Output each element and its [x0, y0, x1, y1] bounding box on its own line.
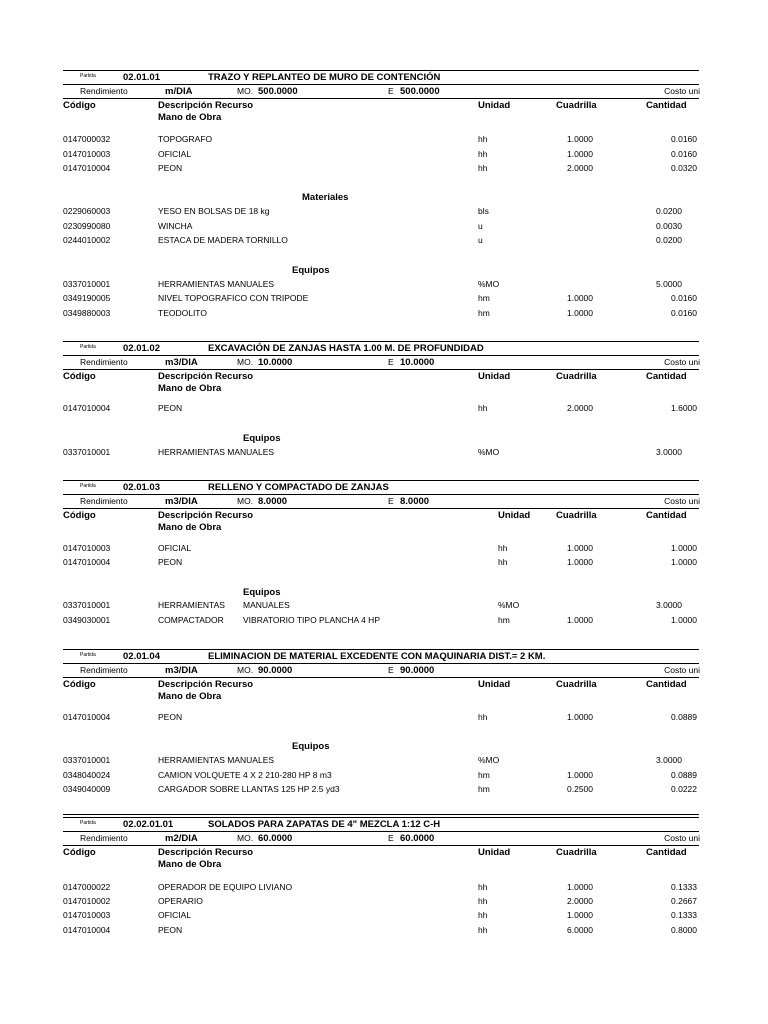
resource-description: TOPOGRAFO [158, 134, 213, 144]
eq-value: 8.0000 [400, 496, 430, 507]
resource-unit: bls [478, 206, 489, 216]
resource-description: TEODOLITO [158, 308, 207, 318]
resource-cantidad: 0.0160 [671, 149, 697, 159]
resource-description: HERRAMIENTAS MANUALES [158, 279, 275, 289]
eq-prefix: E [388, 86, 394, 96]
col-codigo: Código [63, 371, 96, 382]
resource-description: PEON [158, 163, 183, 173]
header-rule [63, 369, 699, 370]
resource-cantidad: 0.0889 [671, 712, 697, 722]
resource-description: PEON [158, 925, 183, 935]
resource-description: OPERARIO [158, 896, 203, 906]
resource-unit: hm [478, 308, 490, 318]
resource-cantidad: 0.0200 [656, 206, 682, 216]
resource-unit: hm [478, 784, 490, 794]
costo-label: Costo uni [664, 357, 700, 367]
resource-code: 0349040009 [63, 784, 111, 794]
partida-mid-rule [63, 494, 699, 495]
resource-cantidad: 1.0000 [671, 615, 697, 625]
col-unidad: Unidad [478, 371, 511, 382]
resource-description: PEON [158, 403, 183, 413]
resource-unit: hh [478, 149, 488, 159]
col-descripcion: Descripción Recurso [158, 371, 254, 382]
resource-unit: hh [498, 557, 508, 567]
col-unidad: Unidad [478, 679, 511, 690]
col-descripcion: Descripción Recurso [158, 679, 254, 690]
resource-unit: hh [478, 910, 488, 920]
partida-top-rule [63, 70, 699, 71]
resource-description: CARGADOR SOBRE LLANTAS 125 HP 2.5 yd3 [158, 784, 340, 794]
partida-top-rule [63, 817, 699, 818]
resource-code: 0147010004 [63, 925, 111, 935]
partida-top-rule [63, 480, 699, 481]
resource-description: CAMION VOLQUETE 4 X 2 210-280 HP 8 m3 [158, 770, 332, 780]
mo-prefix: MO. [237, 833, 254, 843]
eq-prefix: E [388, 833, 394, 843]
partida-code: 02.01.02 [123, 343, 160, 354]
section-title: Equipos [243, 433, 281, 444]
resource-cantidad: 0.0320 [671, 163, 697, 173]
resource-cuadrilla: 1.0000 [567, 149, 593, 159]
rendimiento-label: Rendimiento [80, 357, 128, 367]
resource-description: OFICIAL [158, 910, 192, 920]
section-title: Equipos [292, 741, 330, 752]
resource-cuadrilla: 1.0000 [567, 557, 593, 567]
partida-label: Partida [80, 344, 96, 350]
resource-cantidad: 0.0160 [671, 308, 697, 318]
resource-cuadrilla: 1.0000 [567, 770, 593, 780]
section-title: Mano de Obra [158, 691, 222, 702]
resource-unit: hh [478, 712, 488, 722]
resource-cantidad: 0.0160 [671, 134, 697, 144]
resource-cantidad: 0.2667 [671, 896, 697, 906]
col-unidad: Unidad [478, 100, 511, 111]
col-cuadrilla: Cuadrilla [556, 510, 597, 521]
resource-cuadrilla: 2.0000 [567, 896, 593, 906]
partida-label: Partida [80, 652, 96, 658]
rendimiento-unit: m3/DIA [165, 496, 198, 507]
resource-code: 0147000022 [63, 882, 111, 892]
col-cuadrilla: Cuadrilla [556, 847, 597, 858]
costo-label: Costo uni [664, 665, 700, 675]
resource-description: PEON [158, 557, 183, 567]
resource-code: 0337010001 [63, 600, 111, 610]
section-title: Equipos [292, 265, 330, 276]
partida-top-rule [63, 649, 699, 650]
col-cantidad: Cantidad [646, 510, 687, 521]
partida-mid-rule [63, 355, 699, 356]
resource-unit: hm [478, 293, 490, 303]
rendimiento-unit: m2/DIA [165, 833, 198, 844]
resource-description: WINCHA [158, 221, 193, 231]
resource-unit: %MO [478, 447, 500, 457]
resource-description: COMPACTADOR [158, 615, 224, 625]
section-title: Mano de Obra [158, 522, 222, 533]
resource-unit: hh [478, 925, 488, 935]
resource-unit: %MO [498, 600, 520, 610]
col-unidad: Unidad [478, 847, 511, 858]
rendimiento-label: Rendimiento [80, 665, 128, 675]
rendimiento-label: Rendimiento [80, 496, 128, 506]
col-codigo: Código [63, 100, 96, 111]
resource-cuadrilla: 1.0000 [567, 910, 593, 920]
resource-unit: u [478, 221, 483, 231]
col-cantidad: Cantidad [646, 679, 687, 690]
resource-description: NIVEL TOPOGRAFICO CON TRIPODE [158, 293, 309, 303]
partida-mid-rule [63, 831, 699, 832]
eq-value: 500.0000 [400, 86, 440, 97]
resource-unit: hm [478, 770, 490, 780]
resource-code: 0244010002 [63, 235, 111, 245]
resource-cuadrilla: 1.0000 [567, 882, 593, 892]
col-cantidad: Cantidad [646, 371, 687, 382]
section-title: Mano de Obra [158, 859, 222, 870]
resource-cuadrilla: 1.0000 [567, 134, 593, 144]
resource-cuadrilla: 0.2500 [567, 784, 593, 794]
partida-title: SOLADOS PARA ZAPATAS DE 4" MEZCLA 1:12 C-H [208, 819, 441, 830]
resource-code: 0147010003 [63, 543, 111, 553]
resource-description: PEON [158, 712, 183, 722]
resource-code: 0147010003 [63, 910, 111, 920]
resource-cantidad: 1.0000 [671, 543, 697, 553]
resource-cantidad: 0.1333 [671, 910, 697, 920]
resource-description: OPERADOR DE EQUIPO LIVIANO [158, 882, 293, 892]
resource-unit: hh [498, 543, 508, 553]
header-rule [63, 845, 699, 846]
eq-value: 90.0000 [400, 665, 435, 676]
partida-top-rule [63, 814, 699, 815]
col-descripcion: Descripción Recurso [158, 100, 254, 111]
partida-label: Partida [80, 73, 96, 79]
header-rule [63, 677, 699, 678]
resource-cuadrilla: 1.0000 [567, 615, 593, 625]
col-cantidad: Cantidad [646, 847, 687, 858]
rendimiento-unit: m/DIA [165, 86, 193, 97]
resource-cuadrilla: 2.0000 [567, 163, 593, 173]
resource-cantidad: 1.0000 [671, 557, 697, 567]
resource-unit: u [478, 235, 483, 245]
header-rule [63, 98, 699, 99]
resource-description: HERRAMIENTAS MANUALES [158, 755, 275, 765]
resource-cantidad: 0.8000 [671, 925, 697, 935]
mo-prefix: MO. [237, 86, 254, 96]
partida-title: ELIMINACION DE MATERIAL EXCEDENTE CON MAQUINARIA DIST.= 2 KM. [208, 651, 546, 662]
col-descripcion: Descripción Recurso [158, 847, 254, 858]
section-title: Equipos [243, 587, 281, 598]
resource-cuadrilla: 1.0000 [567, 712, 593, 722]
eq-value: 60.0000 [400, 833, 435, 844]
resource-description: OFICIAL [158, 543, 192, 553]
resource-cantidad: 3.0000 [656, 600, 682, 610]
resource-unit: hh [478, 403, 488, 413]
costo-label: Costo uni [664, 496, 700, 506]
rendimiento-unit: m3/DIA [165, 357, 198, 368]
resource-cuadrilla: 2.0000 [567, 403, 593, 413]
resource-code: 0147010002 [63, 896, 111, 906]
resource-cantidad: 0.0889 [671, 770, 697, 780]
section-title: Mano de Obra [158, 383, 222, 394]
partida-mid-rule [63, 663, 699, 664]
resource-description: YESO EN BOLSAS DE 18 kg [158, 206, 270, 216]
col-cuadrilla: Cuadrilla [556, 371, 597, 382]
resource-unit: hm [498, 615, 510, 625]
resource-code: 0147010004 [63, 712, 111, 722]
col-cuadrilla: Cuadrilla [556, 100, 597, 111]
resource-code: 0349880003 [63, 308, 111, 318]
col-codigo: Código [63, 510, 96, 521]
col-descripcion: Descripción Recurso [158, 510, 254, 521]
partida-top-rule [63, 341, 699, 342]
col-codigo: Código [63, 847, 96, 858]
resource-code: 0337010001 [63, 279, 111, 289]
resource-cuadrilla: 1.0000 [567, 543, 593, 553]
resource-code: 0349190005 [63, 293, 111, 303]
resource-unit: hh [478, 896, 488, 906]
rendimiento-unit: m3/DIA [165, 665, 198, 676]
resource-unit: hh [478, 882, 488, 892]
mo-prefix: MO. [237, 357, 254, 367]
mo-value: 60.0000 [258, 833, 293, 844]
eq-prefix: E [388, 357, 394, 367]
resource-cantidad: 5.0000 [656, 279, 682, 289]
resource-cantidad: 3.0000 [656, 755, 682, 765]
col-cantidad: Cantidad [646, 100, 687, 111]
mo-value: 90.0000 [258, 665, 293, 676]
resource-description: HERRAMIENTAS MANUALES [158, 447, 275, 457]
resource-cantidad: 0.0160 [671, 293, 697, 303]
eq-prefix: E [388, 665, 394, 675]
mo-value: 10.0000 [258, 357, 293, 368]
rendimiento-label: Rendimiento [80, 86, 128, 96]
resource-description: HERRAMIENTAS [158, 600, 225, 610]
resource-code: 0147010004 [63, 403, 111, 413]
resource-code: 0337010001 [63, 755, 111, 765]
partida-mid-rule [63, 84, 699, 85]
resource-description-2: VIBRATORIO TIPO PLANCHA 4 HP [243, 615, 380, 625]
section-title: Mano de Obra [158, 112, 222, 123]
col-codigo: Código [63, 679, 96, 690]
partida-code: 02.02.01.01 [123, 819, 174, 830]
resource-code: 0147000032 [63, 134, 111, 144]
section-title: Materiales [302, 192, 349, 203]
resource-code: 0337010001 [63, 447, 111, 457]
resource-cantidad: 0.1333 [671, 882, 697, 892]
resource-description: OFICIAL [158, 149, 192, 159]
eq-prefix: E [388, 496, 394, 506]
col-cuadrilla: Cuadrilla [556, 679, 597, 690]
partida-label: Partida [80, 820, 96, 826]
resource-code: 0147010004 [63, 557, 111, 567]
col-unidad: Unidad [498, 510, 531, 521]
partida-code: 02.01.03 [123, 482, 160, 493]
resource-code: 0230990080 [63, 221, 111, 231]
partida-title: RELLENO Y COMPACTADO DE ZANJAS [208, 482, 389, 493]
resource-cantidad: 3.0000 [656, 447, 682, 457]
resource-description: ESTACA DE MADERA TORNILLO [158, 235, 288, 245]
resource-description-2: MANUALES [243, 600, 290, 610]
partida-label: Partida [80, 483, 96, 489]
partida-code: 02.01.01 [123, 72, 160, 83]
resource-cuadrilla: 1.0000 [567, 308, 593, 318]
resource-cuadrilla: 1.0000 [567, 293, 593, 303]
resource-cuadrilla: 6.0000 [567, 925, 593, 935]
resource-unit: hh [478, 163, 488, 173]
mo-prefix: MO. [237, 665, 254, 675]
eq-value: 10.0000 [400, 357, 435, 368]
partida-code: 02.01.04 [123, 651, 160, 662]
resource-cantidad: 0.0030 [656, 221, 682, 231]
mo-prefix: MO. [237, 496, 254, 506]
resource-code: 0147010004 [63, 163, 111, 173]
resource-unit: %MO [478, 279, 500, 289]
partida-title: TRAZO Y REPLANTEO DE MURO DE CONTENCIÓN [208, 72, 441, 83]
resource-unit: hh [478, 134, 488, 144]
resource-code: 0349030001 [63, 615, 111, 625]
resource-cantidad: 0.0200 [656, 235, 682, 245]
rendimiento-label: Rendimiento [80, 833, 128, 843]
resource-code: 0229060003 [63, 206, 111, 216]
mo-value: 8.0000 [258, 496, 288, 507]
resource-unit: %MO [478, 755, 500, 765]
partida-title: EXCAVACIÓN DE ZANJAS HASTA 1.00 M. DE PROFUNDIDAD [208, 343, 484, 354]
costo-label: Costo uni [664, 86, 700, 96]
resource-code: 0147010003 [63, 149, 111, 159]
costo-label: Costo uni [664, 833, 700, 843]
mo-value: 500.0000 [258, 86, 298, 97]
header-rule [63, 508, 699, 509]
resource-cantidad: 1.6000 [671, 403, 697, 413]
resource-code: 0348040024 [63, 770, 111, 780]
resource-cantidad: 0.0222 [671, 784, 697, 794]
